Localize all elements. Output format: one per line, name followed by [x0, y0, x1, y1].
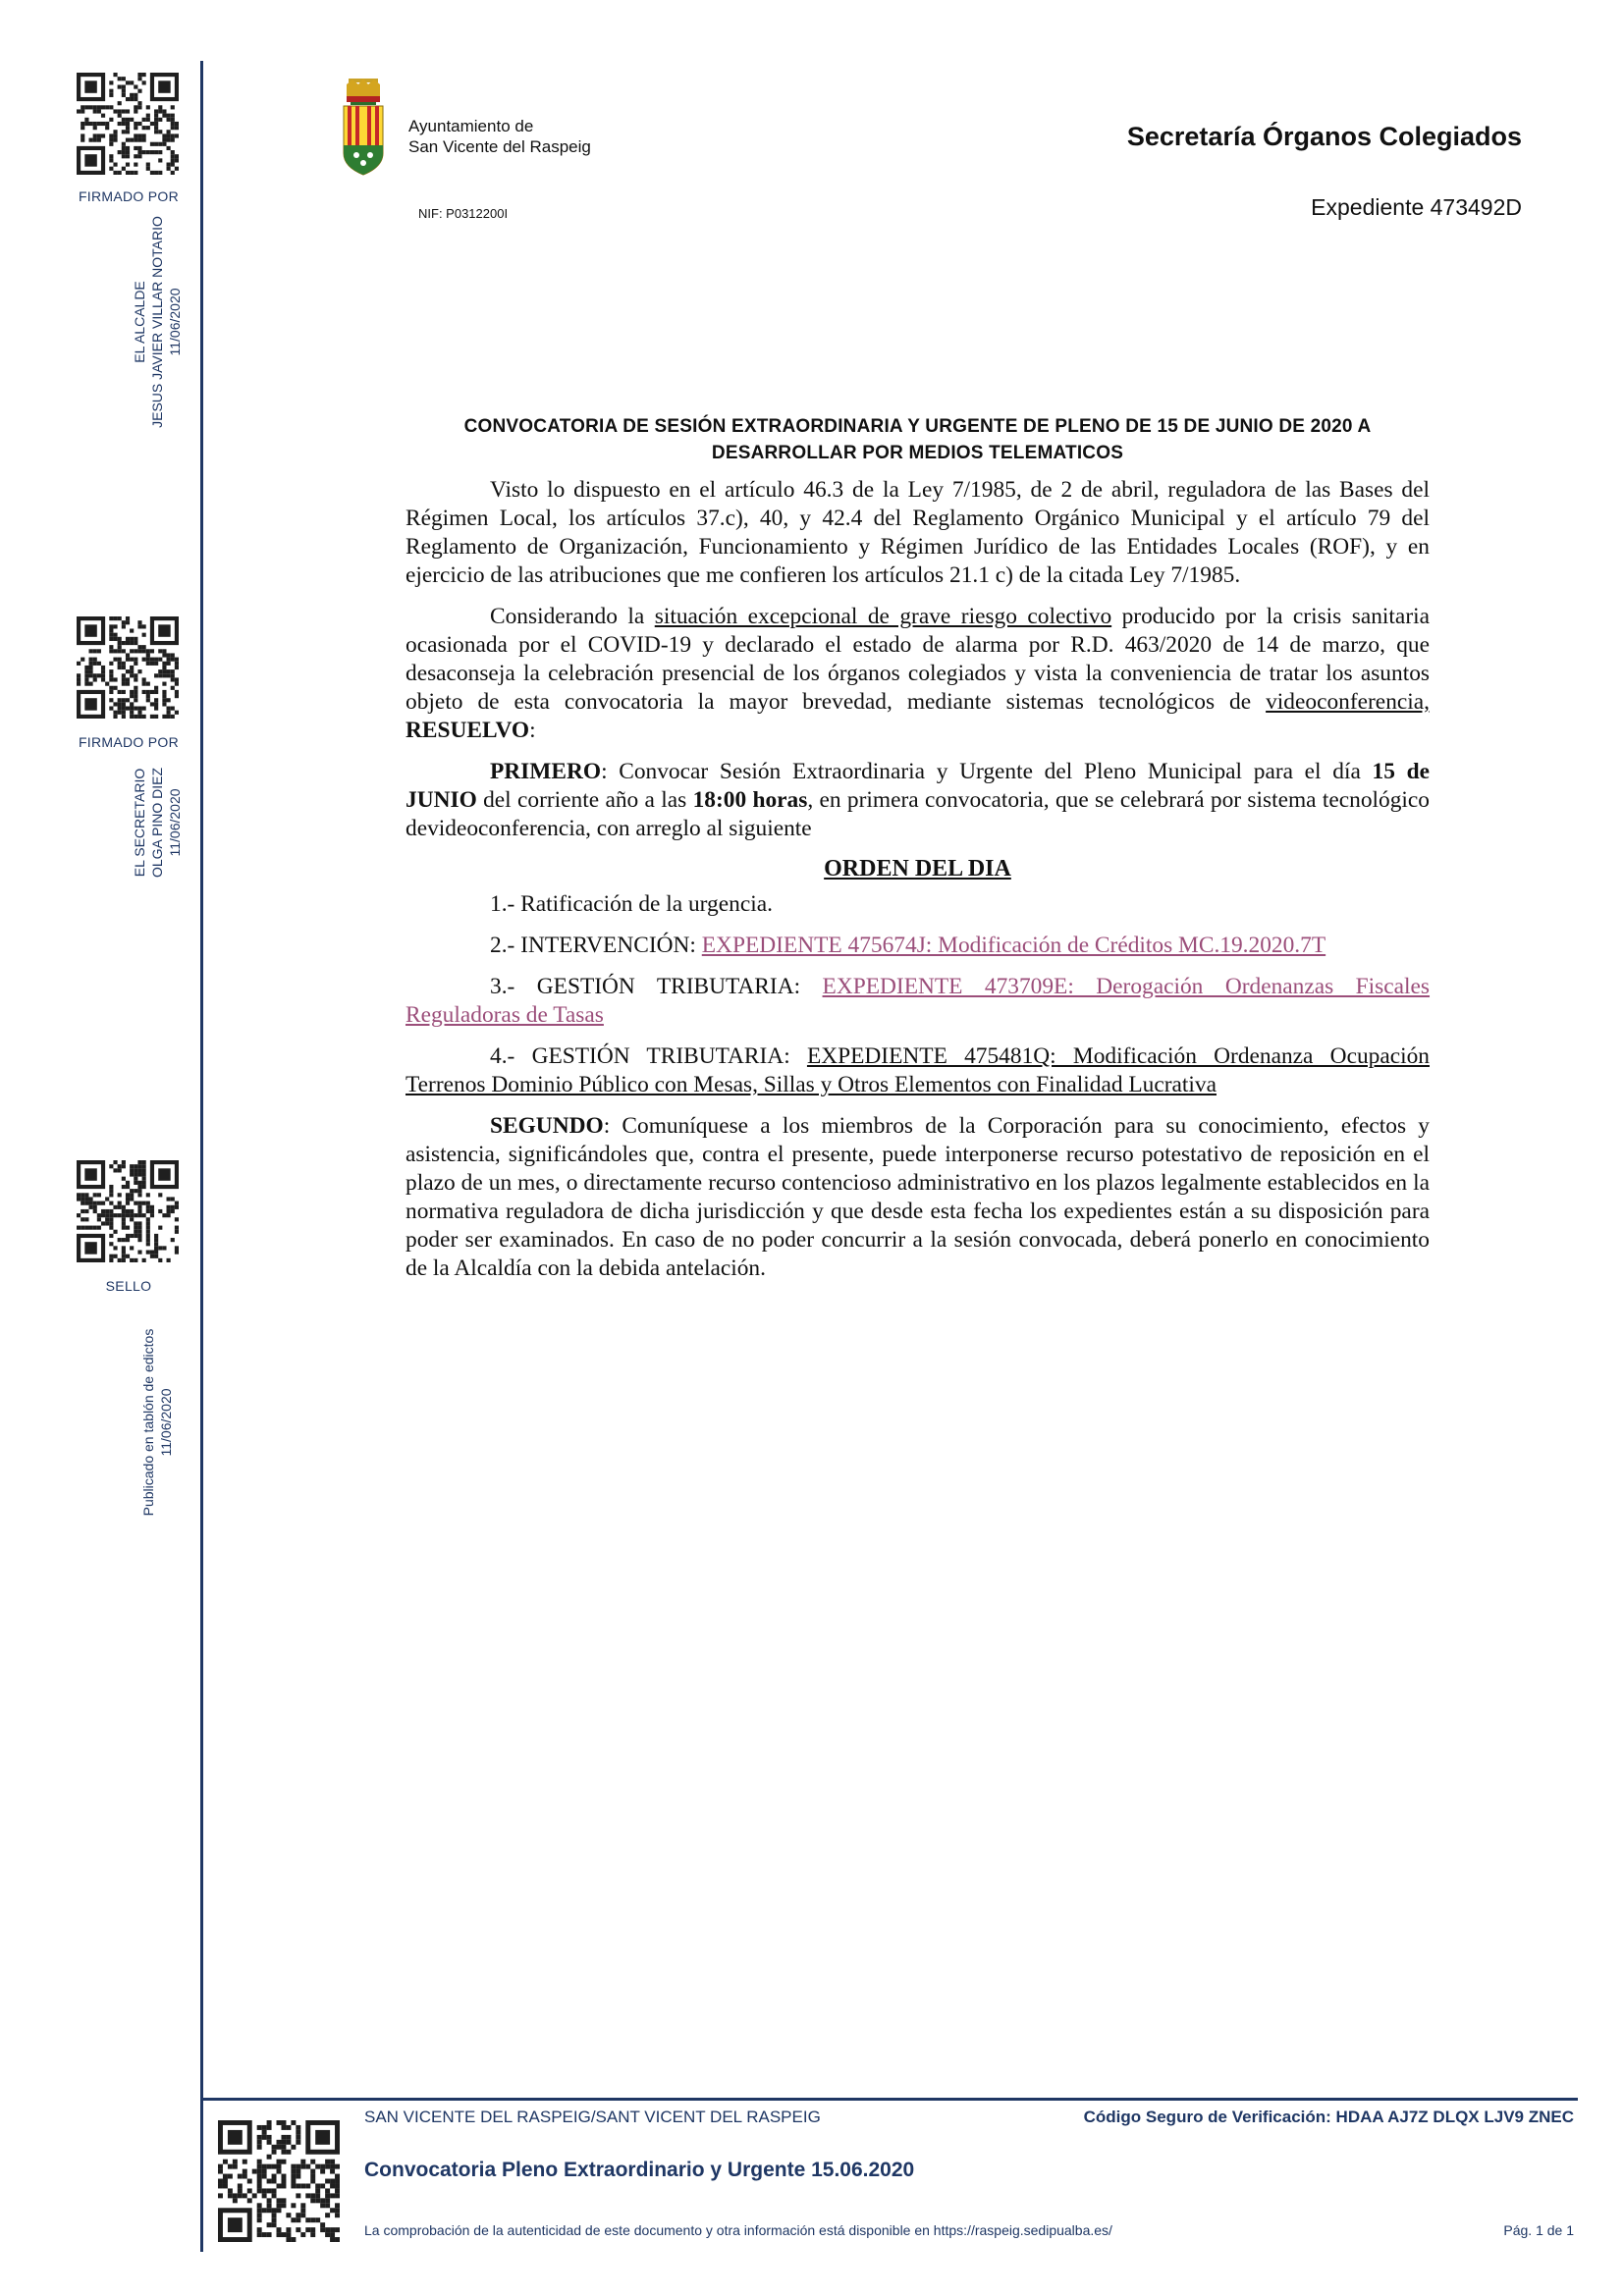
sig3-label: SELLO: [105, 1278, 152, 1294]
sig2-vertical-text: [131, 724, 189, 921]
sig1-role: EL ALCALDE: [132, 281, 147, 363]
agenda-item-1: 1.- Ratificación de la urgencia.: [490, 891, 773, 917]
footer-document-title: Convocatoria Pleno Extraordinario y Urgente 15.06.2020: [364, 2159, 915, 2181]
agenda-item-label: 2.- INTERVENCIÓN:: [490, 933, 702, 958]
heading-line2: DESARROLLAR POR MEDIOS TELEMATICOS: [711, 443, 1124, 463]
section-title: Secretaría Órganos Colegiados: [1126, 122, 1522, 151]
nif: NIF: P0312200I: [418, 206, 509, 221]
segundo-bold: SEGUNDO: [490, 1113, 604, 1139]
paragraph-primero: [406, 758, 1430, 843]
agenda-item-2: [406, 932, 1430, 960]
sig3-date: 11/06/2020: [158, 1388, 174, 1457]
qr-code-icon: [218, 2120, 340, 2242]
document-heading: [406, 413, 1430, 466]
sig1-date: 11/06/2020: [167, 288, 183, 356]
sig1-label: FIRMADO POR: [78, 188, 180, 204]
agenda-item-label: 4.- GESTIÓN TRIBUTARIA:: [490, 1043, 807, 1069]
agenda-item-4: [406, 1042, 1430, 1099]
underlined-text: situación excepcional de grave riesgo colectivo: [654, 604, 1112, 629]
footer-page-number: Pág. 1 de 1: [1503, 2222, 1574, 2238]
expediente-link-473709E[interactable]: EXPEDIENTE 473709E: Derogación Ordenanzas Fiscales Reguladoras de Tasas: [406, 974, 1431, 1028]
sig2-label: FIRMADO POR: [78, 734, 180, 750]
orden-del-dia-title: ORDEN DEL DIA: [824, 856, 1011, 881]
text-span: : Comuníquese a los miembros de la Corporación para su conocimiento, efectos y asistencia, significándoles que, contra el presente, puede interponerse recurso potestativo de reposición en el plazo de un mes, o directamente recurso contencioso administrativo en los plazos legalmente establecidos en la normativa reguladora de dicha jurisdicción y que desde esta fecha los expedientes están a su disposición para poder ser examinados. En caso de no poder concurrir a la sesión convocada, deberá ponerlo en conocimiento de la Alcaldía con la debida antelación.: [406, 1113, 1430, 1281]
footer-municipality: SAN VICENTE DEL RASPEIG/SANT VICENT DEL RASPEIG: [364, 2108, 821, 2126]
issuer-name: [408, 116, 591, 157]
signature-strip-divider: [200, 61, 203, 2252]
session-date: 15 de JUNIO: [406, 759, 1430, 813]
coat-of-arms-icon: [339, 77, 388, 200]
qr-code-icon: [77, 73, 179, 175]
underlined-text: videoconferencia,: [1266, 689, 1430, 715]
sig3-line1: Publicado en tablón de edictos: [140, 1328, 156, 1517]
sig1-name: JESUS JAVIER VILLAR NOTARIO: [149, 216, 165, 428]
footer-csv: Código Seguro de Verificación: HDAA AJ7Z DLQX LJV9 ZNEC: [1083, 2108, 1574, 2126]
text-span: , en primera convocatoria, que se celebrará por sistema tecnológico devideoconferencia, con arreglo al siguiente: [406, 787, 1430, 841]
sig3-vertical-text: [139, 1290, 181, 1555]
qr-code-icon: [77, 616, 179, 719]
primero-bold: PRIMERO: [490, 759, 602, 784]
sig2-date: 11/06/2020: [167, 788, 183, 857]
paragraph-visto: Visto lo dispuesto en el artículo 46.3 de la Ley 7/1985, de 2 de abril, reguladora de las Bases del Régimen Local, los artículos 37.c), 40, y 42.4 del Reglamento Orgánico Municipal y el artículo 79 del Reglamento de Organización, Funcionamiento y Régimen Jurídico de las Entidades Locales (ROF), y en ejercicio de las atribuciones que me confieren los artículos 21.1 c) de la citada Ley 7/1985.: [406, 477, 1430, 588]
sig1-vertical-text: [131, 204, 189, 440]
expediente-number: Expediente 473492D: [1311, 194, 1522, 220]
text-span: Considerando la: [490, 604, 655, 629]
paragraph-considerando: [406, 603, 1430, 745]
expediente-link-475674J[interactable]: EXPEDIENTE 475674J: Modificación de Créditos MC.19.2020.7T: [701, 933, 1326, 958]
agenda-item-label: 3.- GESTIÓN TRIBUTARIA:: [490, 974, 823, 999]
sig2-role: EL SECRETARIO: [132, 768, 147, 878]
issuer-line1: Ayuntamiento de: [408, 117, 534, 135]
footer-verification-note: La comprobación de la autenticidad de este documento y otra información está disponible en https://raspeig.sedipualba.es/: [364, 2222, 1112, 2238]
qr-code-icon: [77, 1160, 179, 1262]
text-span: producido por la crisis sanitaria ocasionada por el COVID-19 y declarado el estado de alarma por R.D. 463/2020 de 14 de marzo, que desaconseja la celebración presencial de los órganos colegiados y vista la conveniencia de tratar los asuntos objeto de esta convocatoria la mayor brevedad, mediante sistemas tecnológicos de: [406, 604, 1430, 715]
text-span: :: [529, 718, 536, 743]
text-span: del corriente año a las: [476, 787, 693, 813]
expediente-475481Q: EXPEDIENTE 475481Q: Modificación Ordenanza Ocupación Terrenos Dominio Público con Mesas, Sillas y Otros Elementos con Finalidad Lucrativa: [406, 1043, 1430, 1097]
agenda-item-3: [406, 973, 1430, 1030]
session-time: 18:00 horas: [692, 787, 808, 813]
text-span: : Convocar Sesión Extraordinaria y Urgente del Pleno Municipal para el día: [601, 759, 1373, 784]
heading-line1: CONVOCATORIA DE SESIÓN EXTRAORDINARIA Y URGENTE DE PLENO DE 15 DE JUNIO DE 2020 A: [463, 416, 1372, 437]
document-body: [406, 413, 1430, 1296]
footer-divider: [202, 2098, 1578, 2101]
issuer-line2: San Vicente del Raspeig: [408, 137, 591, 156]
resuelvo-bold: RESUELVO: [406, 718, 530, 743]
paragraph-segundo: [406, 1112, 1430, 1283]
sig2-name: OLGA PINO DIEZ: [149, 767, 165, 879]
